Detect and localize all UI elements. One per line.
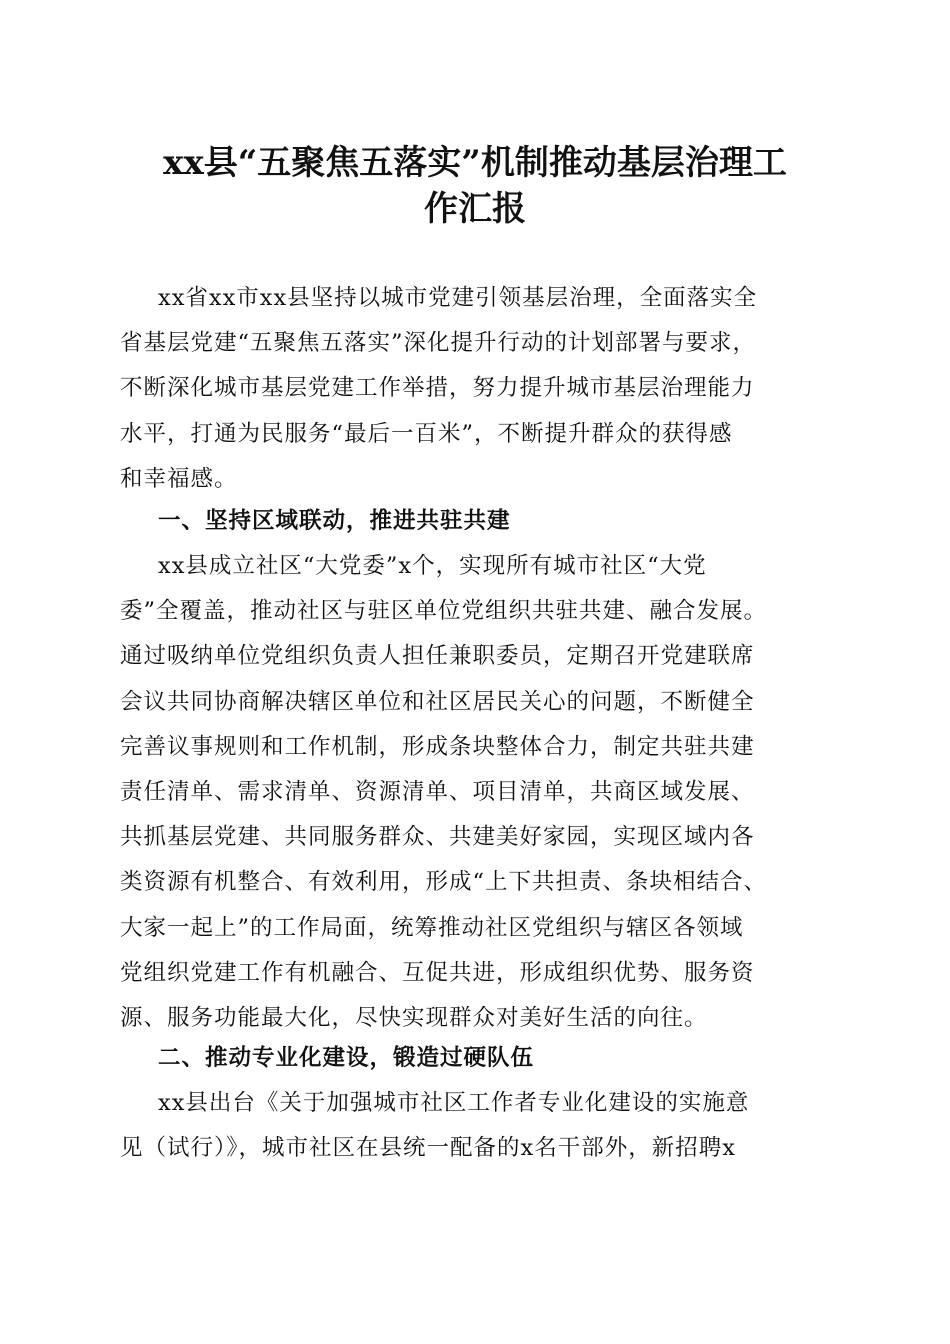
document-title-line-2: 作汇报 (424, 189, 526, 229)
intro-line: 不断深化城市基层党建工作举措，努力提升城市基层治理能力 (120, 375, 755, 402)
section-1-line: 会议共同协商解决辖区单位和社区居民关心的问题，不断健全 (120, 688, 755, 715)
intro-line: 水平，打通为民服务“最后一百米”，不断提升群众的获得感 (120, 420, 733, 447)
section-1-line: 通过吸纳单位党组织负责人担任兼职委员，定期召开党建联席 (120, 643, 755, 670)
section-1-line: 共抓基层党建、共同服务群众、共建美好家园，实现区域内各 (120, 824, 755, 851)
section-2-heading: 二、推动专业化建设，锻造过硬队伍 (158, 1045, 535, 1071)
section-1-paragraph (120, 544, 835, 1041)
section-1-line: 党组织党建工作有机融合、互促共进，形成组织优势、服务资 (120, 959, 755, 986)
section-1-line: 委”全覆盖，推动社区与驻区单位党组织共驻共建、融合发展。 (120, 598, 768, 625)
document-title-line-1: xx县“五聚焦五落实”机制推动基层治理工 (163, 143, 787, 183)
section-1-line: 类资源有机整合、有效利用，形成“上下共担责、条块相结合、 (120, 869, 768, 896)
section-1-line: 大家一起上”的工作局面，统筹推动社区党组织与辖区各领域 (120, 914, 744, 941)
section-1-line: 责任清单、需求清单、资源清单、项目清单，共商区域发展、 (120, 778, 755, 805)
section-2-line: 见（试行）》，城市社区在县统一配备的x名干部外，新招聘x (120, 1135, 736, 1162)
section-2-line: xx县出台《关于加强城市社区工作者专业化建设的实施意 (158, 1090, 750, 1116)
section-1-heading: 一、坚持区域联动，推进共驻共建 (158, 508, 511, 534)
intro-line: 省基层党建“五聚焦五落实”深化提升行动的计划部署与要求， (120, 330, 757, 357)
section-2-paragraph (120, 1081, 835, 1171)
intro-paragraph (120, 276, 835, 502)
section-1-line: xx县成立社区“大党委”x个，实现所有城市社区“大党 (158, 553, 707, 579)
intro-line: xx省xx市xx县坚持以城市党建引领基层治理，全面落实全 (158, 285, 758, 311)
section-1-line: 源、服务功能最大化，尽快实现群众对美好生活的向往。 (120, 1004, 708, 1031)
section-1-line: 完善议事规则和工作机制，形成条块整体合力，制定共驻共建 (120, 733, 755, 760)
intro-line: 和幸福感。 (120, 465, 238, 492)
